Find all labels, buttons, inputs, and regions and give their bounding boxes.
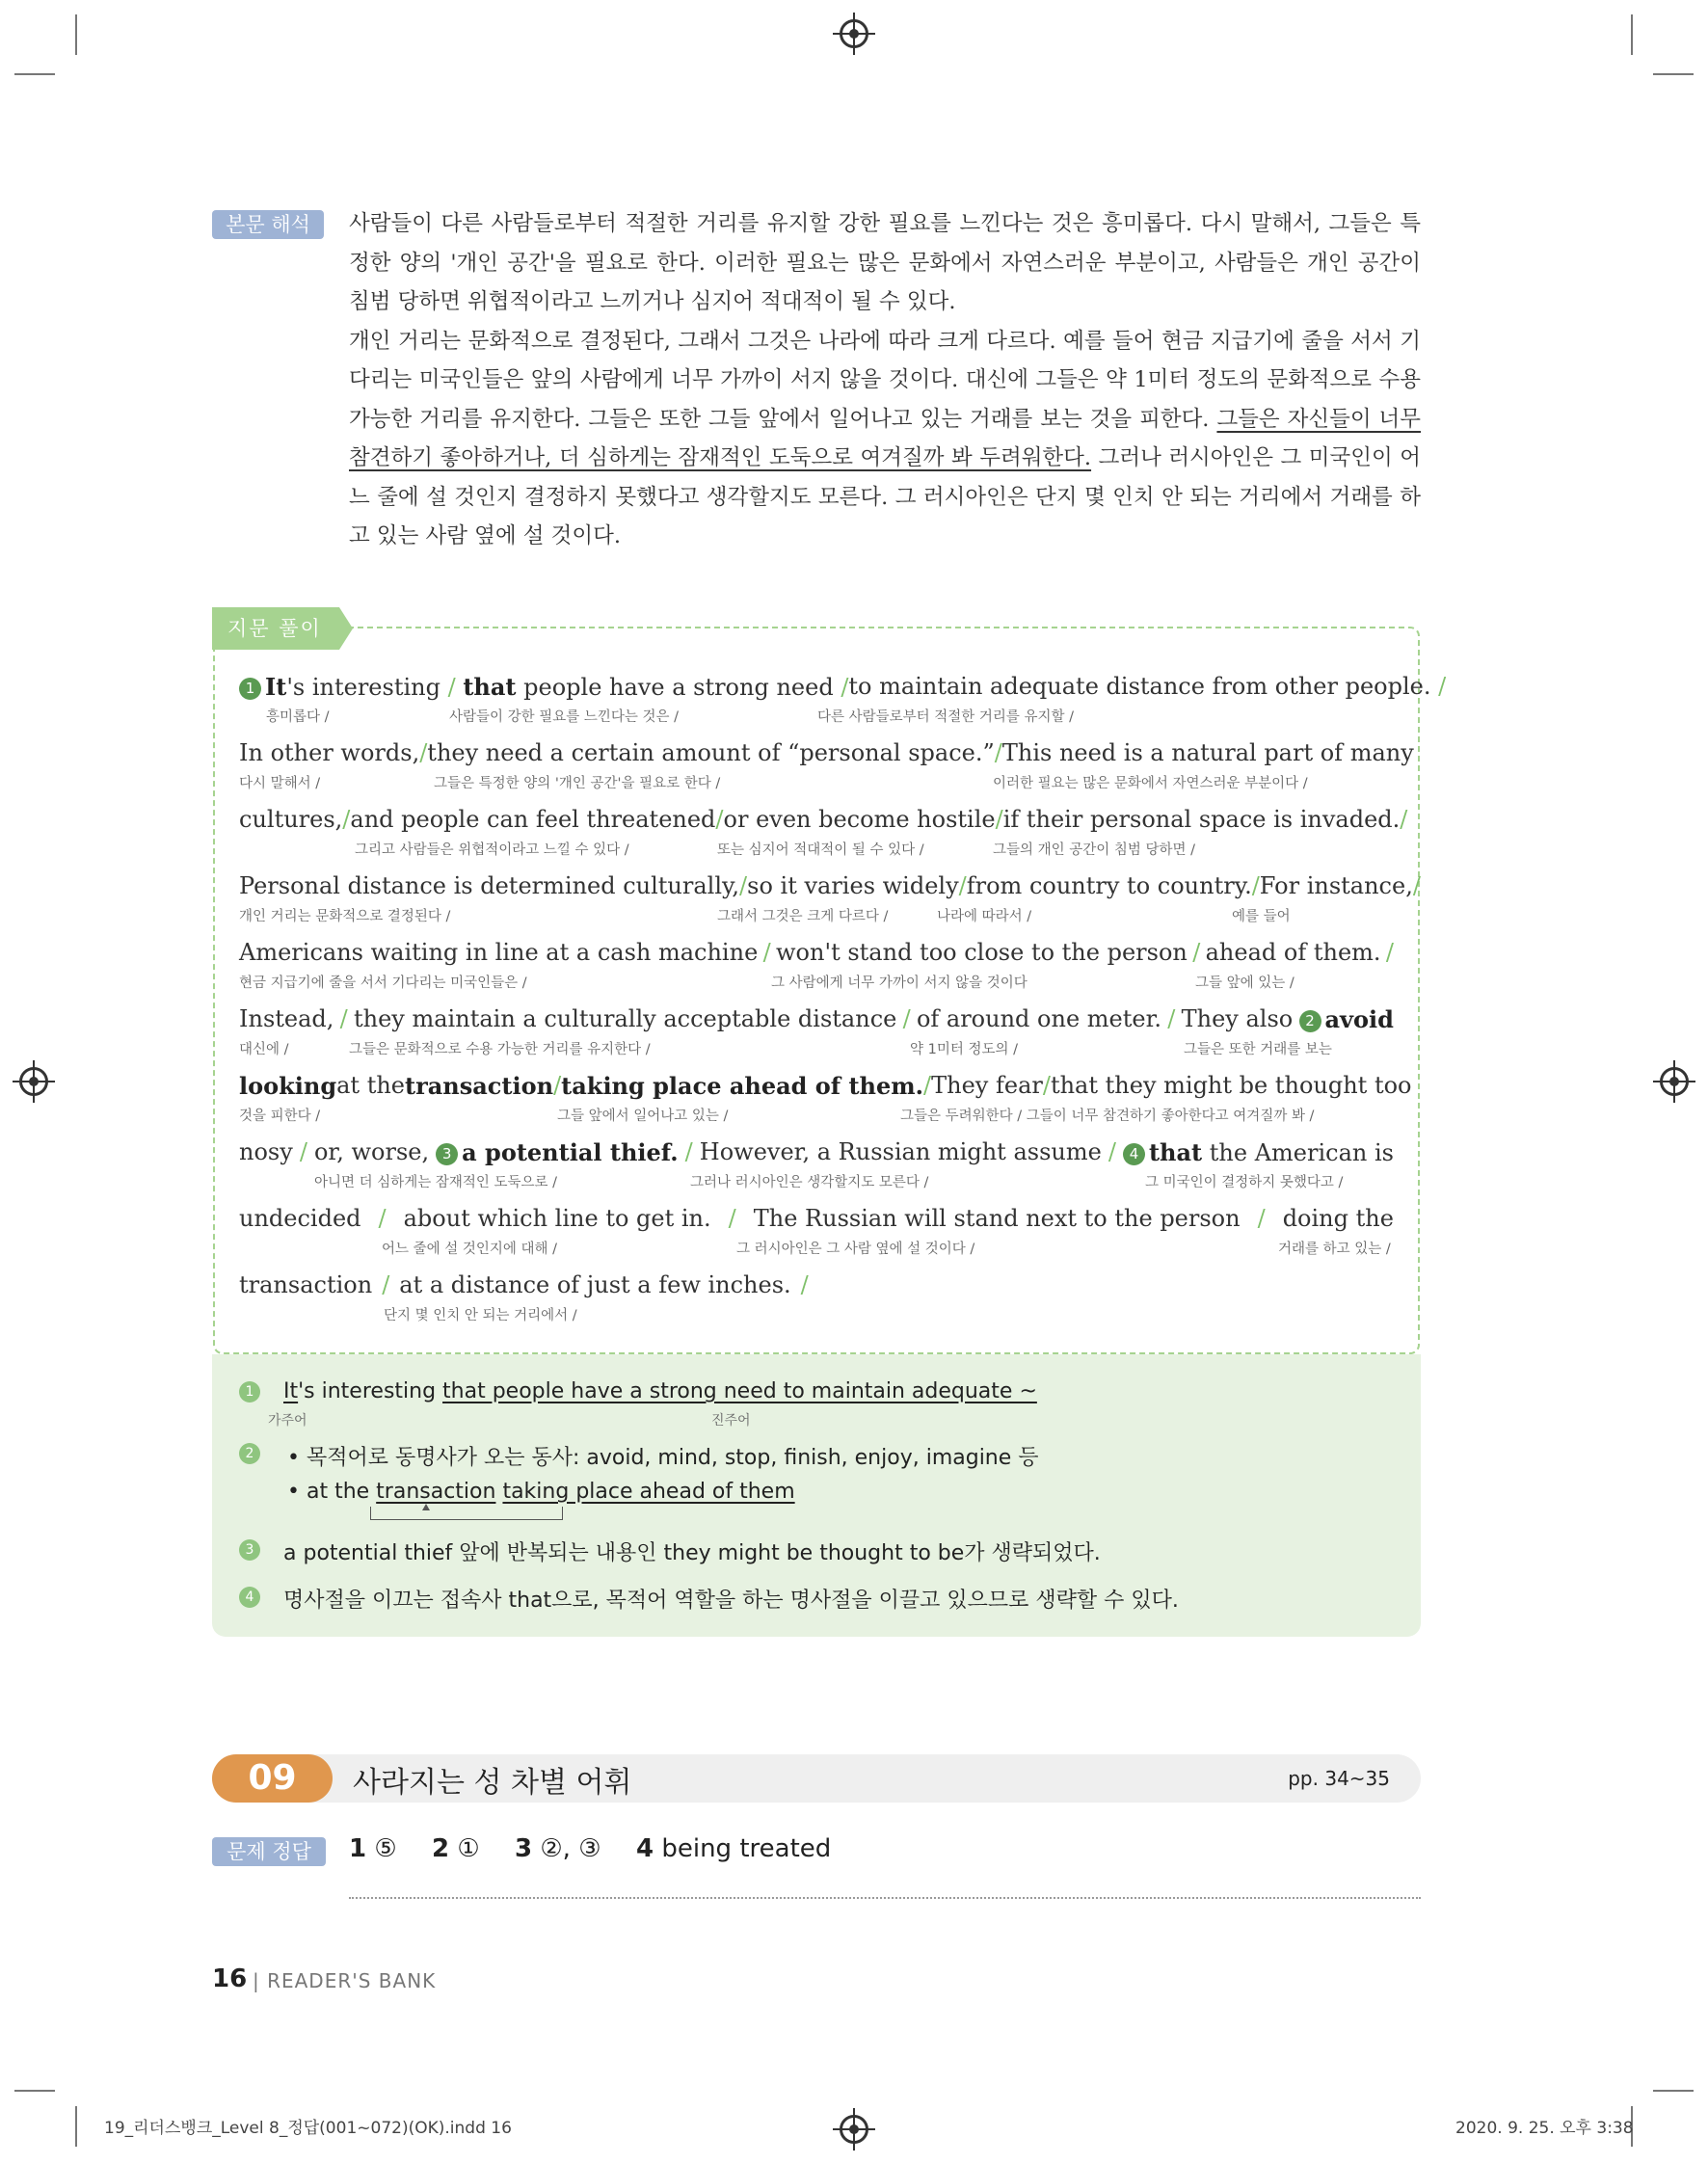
answer-2: 2 ① xyxy=(432,1834,480,1863)
gloss: 현금 지급기에 줄을 서서 기다리는 미국인들은 / xyxy=(239,975,527,991)
circled-number-icon: 1 xyxy=(239,1381,260,1403)
gloss: 그들은 특정한 양의 '개인 공간'을 필요로 한다 / xyxy=(434,776,721,791)
gloss: 거래를 하고 있는 / xyxy=(1278,1242,1391,1257)
gloss: 약 1미터 정도의 / xyxy=(910,1042,1018,1057)
underlined-sentence: 그들은 자신들이 너무 참견하기 좋아하거나, 더 심하게는 잠재적인 도둑으로 여겨질까 봐 두려워한다. xyxy=(349,406,1422,470)
crop-mark xyxy=(75,2106,77,2147)
analysis-line: cultures, / and people can feel threatened / or even become hostile / if their personal space is invaded. / xyxy=(239,806,1408,833)
page-number: 16 xyxy=(212,1964,248,1993)
gloss: 그 러시아인은 그 사람 옆에 설 것이다 / xyxy=(736,1242,975,1257)
gloss: 대신에 / xyxy=(239,1042,289,1057)
section-title: 사라지는 성 차별 어휘 xyxy=(353,1766,632,1800)
registration-mark-icon xyxy=(1660,1067,1689,1096)
analysis-line: looking at the transaction / taking place ahead of them. / They fear / that they might be thought too xyxy=(239,1072,1412,1100)
gloss: 다른 사람들로부터 적절한 거리를 유지할 / xyxy=(817,709,1075,725)
analysis-line: 1 It's interesting / that people have a strong need / to maintain adequate distance from other people. / xyxy=(239,673,1394,701)
gloss: 나라에 따라서 / xyxy=(937,909,1032,924)
registration-mark-icon xyxy=(19,1067,48,1096)
crop-mark xyxy=(75,14,77,55)
translation-paragraph: 개인 거리는 문화적으로 결정된다, 그래서 그것은 나라에 따라 크게 다르다. 예를 들어 현금 지급기에 줄을 서서 기다리는 미국인들은 앞의 사람에게 너무 가까이 서지 않을 것이다. 대신에 그들은 약 1미터 정도의 문화적으로 수용 가능한 거리를 유지한다. 그들은 또한 그들 앞에서 일어나고 있는 거래를 보는 것을 피한다. 그들은 자신들이 너무 참견하기 좋아하거나, 더 심하게는 잠재적인 도둑으로 여겨질까 봐 두려워한다. 그러나 러시아인은 그 미국인이 어느 줄에 설 것인지 결정하지 못했다고 생각할지도 모른다. 그 러시아인은 단지 몇 인치 안 되는 거리에서 거래를 하고 있는 사람 옆에 설 것이다. xyxy=(349,328,1422,548)
translation-badge: 본문 해석 xyxy=(212,210,324,239)
note-2a: • 목적어로 동명사가 오는 동사: avoid, mind, stop, finish, enjoy, imagine 등 xyxy=(287,1446,1039,1470)
section-number: 09 xyxy=(212,1754,333,1803)
circled-number-icon: 2 xyxy=(239,1443,260,1464)
section-pages: pp. 34~35 xyxy=(1288,1767,1390,1790)
note-label: 가주어 xyxy=(268,1413,307,1429)
gloss: 또는 심지어 적대적이 될 수 있다 / xyxy=(717,842,924,858)
gloss: 그래서 그것은 크게 다르다 / xyxy=(717,909,889,924)
answer-badge: 문제 정답 xyxy=(212,1837,326,1866)
gloss: 것을 피한다 / xyxy=(239,1109,321,1124)
gloss: 다시 말해서 / xyxy=(239,776,321,791)
circled-number-icon: 4 xyxy=(1123,1143,1145,1165)
analysis-line: In other words, / they need a certain amount of “personal space.” / This need is a natural part of many xyxy=(239,739,1414,766)
gloss: 그 사람에게 너무 가까이 서지 않을 것이다 xyxy=(771,975,1027,991)
analysis-line: Instead, / they maintain a culturally acceptable distance / of around one meter. / They also 2 avoid xyxy=(239,1005,1394,1033)
gloss: 흥미롭다 / xyxy=(266,709,330,725)
note-4: 명사절을 이끄는 접속사 that으로, 목적어 역할을 하는 명사절을 이끌고 있으므로 생략할 수 있다. xyxy=(283,1589,1179,1613)
tab-corner xyxy=(339,607,353,650)
arrow-head-icon xyxy=(422,1504,430,1510)
gloss: 아니면 더 심하게는 잠재적인 도둑으로 / xyxy=(314,1175,558,1190)
crop-mark xyxy=(1653,73,1694,75)
circled-number-icon: 3 xyxy=(436,1143,458,1165)
dotted-divider xyxy=(349,1897,1421,1899)
registration-mark-icon xyxy=(840,2115,868,2144)
analysis-line: Americans waiting in line at a cash machine / won't stand too close to the person / ahead of them. / xyxy=(239,939,1394,966)
analysis-line: undecided / about which line to get in. / The Russian will stand next to the person / doing the xyxy=(239,1205,1394,1232)
analysis-line: nosy / or, worse, 3 a potential thief. / However, a Russian might assume / 4 that the American is xyxy=(239,1138,1394,1166)
circled-number-icon: 4 xyxy=(239,1587,260,1608)
crop-mark xyxy=(1631,14,1633,55)
gloss: 사람들이 강한 필요를 느낀다는 것은 / xyxy=(449,709,680,725)
note-3: a potential thief 앞에 반복되는 내용인 they might be thought to be가 생략되었다. xyxy=(283,1541,1101,1565)
circled-number-icon: 2 xyxy=(1299,1010,1321,1032)
gloss: 그들 앞에 있는 / xyxy=(1195,975,1294,991)
note-2b: • at the transaction taking place ahead of them xyxy=(287,1480,795,1504)
crop-mark xyxy=(14,73,55,75)
crop-mark xyxy=(14,2090,55,2092)
analysis-line: Personal distance is determined culturally, / so it varies widely / from country to country. / For instance, / xyxy=(239,872,1421,899)
gloss: 그들은 두려워한다 / 그들이 너무 참견하기 좋아한다고 여겨질까 봐 / xyxy=(900,1109,1315,1124)
gloss: 어느 줄에 설 것인지에 대해 / xyxy=(382,1242,558,1257)
translation-text xyxy=(349,204,1421,556)
gloss: 그리고 사람들은 위협적이라고 느낄 수 있다 / xyxy=(355,842,629,858)
analysis-line: transaction / at a distance of just a few inches. / xyxy=(239,1271,809,1298)
book-title: | READER'S BANK xyxy=(253,1969,437,1992)
answer-1: 1 ⑤ xyxy=(349,1834,397,1863)
file-slug: 19_리더스뱅크_Level 8_정답(001~072)(OK).indd 16 xyxy=(104,2119,512,2138)
gloss: 그들은 또한 거래를 보는 xyxy=(1184,1042,1332,1057)
circled-number-icon: 3 xyxy=(239,1539,260,1561)
gloss: 개인 거리는 문화적으로 결정된다 / xyxy=(239,909,451,924)
crop-mark xyxy=(1653,2090,1694,2092)
gloss: 이러한 필요는 많은 문화에서 자연스러운 부분이다 / xyxy=(993,776,1308,791)
arrow-bracket xyxy=(370,1507,563,1520)
translation-paragraph: 사람들이 다른 사람들로부터 적절한 거리를 유지할 강한 필요를 느낀다는 것은 흥미롭다. 다시 말해서, 그들은 특정한 양의 '개인 공간'을 필요로 한다. 이러한 필요는 많은 문화에서 자연스러운 부분이고, 사람들은 개인 공간이 침범 당하면 위협적이라고 느끼거나 심지어 적대적이 될 수 있다. xyxy=(349,211,1421,314)
gloss: 단지 몇 인치 안 되는 거리에서 / xyxy=(384,1308,577,1323)
note-label: 진주어 xyxy=(711,1413,751,1429)
date-slug: 2020. 9. 25. 오후 3:38 xyxy=(1455,2119,1634,2138)
gloss: 예를 들어 xyxy=(1232,909,1291,924)
gloss: 그들은 문화적으로 수용 가능한 거리를 유지한다 / xyxy=(349,1042,651,1057)
circled-number-icon: 1 xyxy=(239,678,261,700)
answer-3: 3 ②, ③ xyxy=(515,1834,601,1863)
gloss: 그들의 개인 공간이 침범 당하면 / xyxy=(993,842,1196,858)
gloss: 그러나 러시아인은 생각할지도 모른다 / xyxy=(690,1175,929,1190)
answer-4: 4 being treated xyxy=(636,1834,832,1863)
registration-mark-icon xyxy=(840,19,868,48)
note-1: It's interesting that people have a strong need to maintain adequate ~ xyxy=(283,1379,1037,1403)
gloss: 그 미국인이 결정하지 못했다고 / xyxy=(1145,1175,1344,1190)
gloss: 그들 앞에서 일어나고 있는 / xyxy=(557,1109,729,1124)
analysis-tab: 지문 풀이 xyxy=(212,607,339,650)
